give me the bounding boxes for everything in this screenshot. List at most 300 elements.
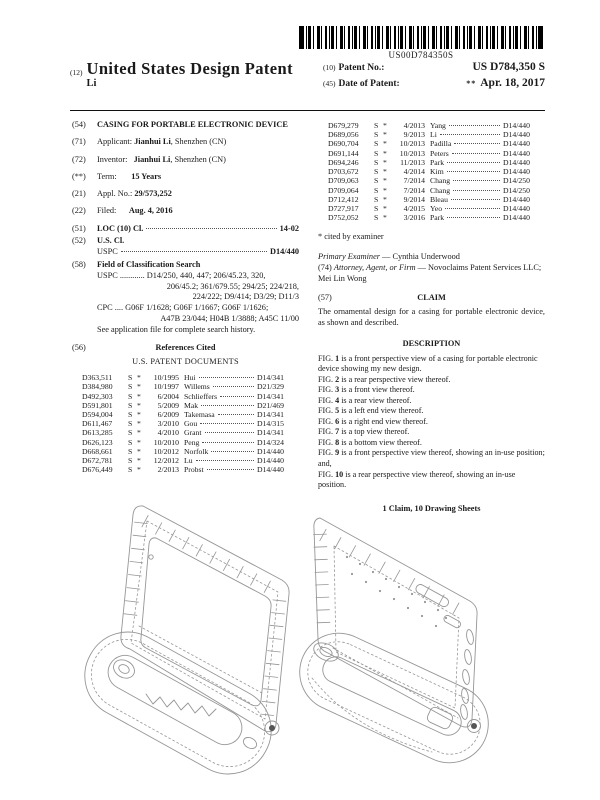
field-number: (72)	[72, 154, 86, 164]
ref-patent-number: D694,246	[328, 157, 359, 167]
ref-classification: D14/315	[257, 419, 284, 429]
ref-kind-code: S	[128, 437, 133, 447]
uspc-search-line: 206/45.2; 361/679.55; 294/25; 224/218,	[166, 281, 299, 291]
ref-kind-code: S	[374, 176, 379, 186]
fig-word: FIG.	[318, 374, 334, 384]
claim-text: The ornamental design for a casing for portable electronic device, as shown and described.	[318, 307, 545, 328]
ref-kind-code: S	[374, 139, 379, 149]
reference-row	[82, 410, 299, 419]
separator: —	[415, 263, 429, 273]
field-10-number: (10)	[323, 63, 336, 72]
description-heading-row	[318, 339, 545, 350]
ref-inventor-name: Mak	[184, 400, 199, 410]
fig-number: 10	[335, 469, 344, 479]
cpc-search-line: A47B 23/044; H04B 1/3888; A45C 11/00	[160, 313, 299, 323]
ref-classification: D14/440	[503, 194, 530, 204]
reference-row	[328, 158, 545, 167]
figure-description-line	[318, 438, 545, 449]
dot-leader	[454, 143, 500, 144]
fig-text: is a bottom view thereof.	[341, 437, 422, 447]
ref-patent-number: D591,801	[82, 400, 113, 410]
reference-row	[82, 465, 299, 474]
inventor-location: , Shenzhen (CN)	[170, 154, 226, 164]
ref-inventor-name: Schlieffers	[184, 391, 218, 401]
ref-kind-code: S	[128, 400, 133, 410]
fig-word: FIG.	[318, 416, 334, 426]
attorney-label: Attorney, Agent, or Firm	[333, 263, 416, 273]
ref-classification: D21/329	[257, 382, 284, 392]
ref-classification: D14/341	[257, 391, 284, 401]
reference-row	[82, 447, 299, 456]
ref-classification: D14/341	[257, 410, 284, 419]
fig-text: is a rear perspective view thereof, showing an in-use position.	[318, 469, 516, 490]
ref-date: 10/2012	[153, 446, 179, 456]
barcode	[299, 26, 543, 49]
ref-date: 12/2012	[153, 456, 179, 466]
top-band-tabs	[320, 529, 459, 614]
primary-examiner-label: Primary Examiner	[318, 252, 380, 262]
pivot-knob-center	[471, 723, 477, 729]
ref-examiner-star: *	[137, 400, 141, 410]
right-band-tabs	[261, 600, 286, 716]
fig-text: is a top view thereof.	[341, 427, 410, 437]
dot-leader	[199, 377, 254, 378]
ref-examiner-star: *	[137, 419, 141, 429]
ref-date: 10/1997	[153, 382, 179, 392]
ref-examiner-star: *	[137, 437, 141, 447]
vent-dots	[346, 556, 447, 627]
reference-row	[328, 176, 545, 185]
ref-classification: D14/440	[503, 148, 530, 158]
dot-leader	[218, 414, 254, 415]
ref-examiner-star: *	[137, 373, 141, 383]
ref-patent-number: D668,661	[82, 446, 113, 456]
figure-descriptions	[318, 354, 545, 491]
reference-row	[82, 373, 299, 382]
body-columns	[72, 120, 546, 514]
top-band-tabs	[142, 516, 270, 593]
ref-inventor-name: Willems	[184, 382, 210, 392]
field-of-search	[72, 260, 299, 335]
ref-kind-code: S	[374, 130, 379, 140]
ref-date: 7/2014	[403, 185, 425, 195]
shell-outline	[314, 518, 477, 727]
speaker-slot	[443, 614, 462, 629]
ref-kind-code: S	[374, 194, 379, 204]
ref-examiner-star: *	[383, 121, 387, 130]
field-number: (**)	[72, 171, 86, 181]
field-number: (58)	[72, 260, 86, 270]
ref-kind-code: S	[374, 121, 379, 130]
uspc-value: D14/440	[269, 247, 299, 257]
right-column	[318, 120, 545, 514]
figure-description-line	[318, 375, 545, 386]
screen-opening	[141, 538, 271, 706]
loc-value: 14-02	[279, 223, 299, 233]
fig-text: is a front perspective view of a casing for portable electronic device showing my new design.	[318, 353, 538, 374]
ref-date: 7/2014	[403, 176, 425, 186]
patent-no-label: Patent No.:	[338, 63, 385, 73]
figure-description-line	[318, 385, 545, 396]
ref-date: 2/2013	[157, 465, 179, 475]
ref-date: 3/2016	[403, 213, 425, 223]
ref-examiner-star: *	[383, 130, 387, 140]
ref-examiner-star: *	[137, 410, 141, 419]
dot-leader	[207, 469, 254, 470]
dot-leader	[205, 432, 254, 433]
fig-number: 2	[335, 374, 340, 384]
ref-date: 10/2013	[399, 148, 425, 158]
ref-classification: D14/440	[503, 167, 530, 177]
ref-kind-code: S	[128, 410, 133, 419]
date-of-patent-label: Date of Patent:	[338, 78, 400, 89]
ref-kind-code: S	[128, 446, 133, 456]
ref-examiner-star: *	[383, 204, 387, 214]
header-right	[323, 60, 545, 91]
loc-label: LOC (10) Cl.	[97, 223, 144, 233]
ref-classification: D14/440	[257, 446, 284, 456]
fig-text: is a rear perspective view thereof.	[341, 374, 451, 384]
filed-field	[72, 206, 299, 217]
reference-row	[328, 149, 545, 158]
uspc-label: USPC	[97, 247, 118, 257]
reference-row	[328, 186, 545, 195]
reference-row	[328, 213, 545, 222]
field-number: (57)	[318, 292, 332, 302]
field-number: (54)	[72, 120, 86, 129]
patent-figures-svg	[0, 500, 600, 800]
ref-examiner-star: *	[383, 157, 387, 167]
fig-number: 1	[335, 353, 340, 363]
filed-date: Aug. 4, 2016	[128, 206, 173, 216]
ref-classification: D14/440	[503, 157, 530, 167]
dot-leader	[440, 134, 500, 135]
ref-date: 10/2010	[153, 437, 179, 447]
us-cl-label: U.S. Cl.	[97, 236, 125, 246]
dot-leader	[200, 423, 254, 424]
barcode-number: US00D784350S	[388, 50, 454, 60]
dot-leader	[451, 199, 500, 200]
side-button	[149, 555, 153, 559]
ref-inventor-name: Gou	[184, 419, 198, 429]
ref-date: 11/2013	[400, 157, 425, 167]
ref-patent-number: D690,704	[328, 139, 359, 149]
ref-kind-code: S	[374, 157, 379, 167]
fig-number: 7	[335, 427, 340, 437]
dot-leader	[453, 180, 500, 181]
fig-word: FIG.	[318, 385, 334, 395]
kind-code-number: (12)	[70, 68, 83, 77]
claim-heading-row	[318, 293, 545, 304]
field-number: (22)	[72, 206, 86, 216]
invention-title: CASING FOR PORTABLE ELECTRONIC DEVICE	[97, 120, 288, 129]
dot-leader	[202, 442, 254, 443]
ref-classification: D14/440	[257, 456, 284, 466]
ref-kind-code: S	[128, 391, 133, 401]
ref-inventor-name: Chang	[430, 185, 451, 195]
reference-row	[328, 204, 545, 213]
dot-leader	[452, 153, 500, 154]
fig-text: is a rear view thereof.	[341, 395, 412, 405]
ref-patent-number: D363,511	[82, 373, 113, 383]
patent-date: Apr. 18, 2017	[480, 76, 545, 89]
uspc-search-line: 224/222; D9/414; D3/29; D11/3	[192, 292, 299, 302]
reference-row	[82, 392, 299, 401]
applicant-location: , Shenzhen (CN)	[170, 137, 227, 147]
dot-leader	[453, 190, 500, 191]
field-number: (52)	[72, 236, 86, 246]
reference-row	[82, 428, 299, 437]
dot-leader	[213, 386, 254, 387]
figure-description-line	[318, 448, 545, 469]
ref-inventor-name: Padilla	[430, 139, 452, 149]
ref-date: 4/2015	[403, 204, 425, 214]
ref-inventor-name: Norfolk	[184, 446, 209, 456]
ref-patent-number: D594,004	[82, 410, 113, 419]
cpc-search-line: CPC .... G06F 1/1628; G06F 1/1667; G06F 1/1626;	[97, 303, 269, 313]
us-patent-documents-heading: U.S. PATENT DOCUMENTS	[132, 357, 239, 367]
ref-patent-number: D709,063	[328, 176, 359, 186]
ref-classification: D21/469	[257, 400, 284, 410]
ref-examiner-star: *	[137, 391, 141, 401]
ref-inventor-name: Kim	[430, 167, 444, 177]
ref-date: 6/2009	[157, 410, 179, 419]
header-left	[70, 60, 293, 91]
figure-description-line	[318, 427, 545, 438]
ref-inventor-name: Chang	[430, 176, 451, 186]
ref-inventor-name: Hui	[184, 373, 196, 383]
applicant-field	[72, 137, 299, 148]
ref-kind-code: S	[128, 419, 133, 429]
ref-date: 6/2004	[157, 391, 179, 401]
fig-text: is a front view thereof.	[341, 385, 415, 395]
grommet-hole	[110, 656, 137, 682]
us-class-field	[72, 236, 299, 258]
fig-text: is a front perspective view thereof, showing an in-use position; and,	[318, 448, 545, 468]
claims-sheets-note: 1 Claim, 10 Drawing Sheets	[382, 503, 481, 513]
fig-text: is a right end view thereof.	[341, 416, 428, 426]
appl-no-value: 29/573,252	[134, 189, 172, 199]
pivot-knob-center	[269, 725, 275, 731]
references-cited-heading: References Cited	[155, 342, 216, 352]
ref-kind-code: S	[128, 428, 133, 438]
field-number: (21)	[72, 189, 86, 199]
ref-kind-code: S	[128, 373, 133, 383]
fig-word: FIG.	[318, 437, 334, 447]
fig-text: is a left end view thereof.	[341, 406, 424, 416]
ref-date: 4/2014	[403, 167, 425, 177]
inventor-name: Jianhui Li	[133, 154, 171, 164]
ref-patent-number: D384,980	[82, 382, 113, 392]
references-list-left	[72, 373, 299, 475]
figure-rear-perspective	[287, 518, 501, 776]
fig-word: FIG.	[318, 353, 334, 363]
ref-classification: D14/341	[257, 373, 284, 383]
ref-date: 10/1995	[153, 373, 179, 383]
fig-word: FIG.	[318, 469, 334, 479]
ref-kind-code: S	[374, 167, 379, 177]
fig-number: 6	[335, 416, 340, 426]
dot-leader	[201, 405, 254, 406]
fig-word: FIG.	[318, 395, 334, 405]
ref-patent-number: D613,285	[82, 428, 113, 438]
ref-inventor-name: Yang	[430, 121, 446, 130]
fig-word: FIG.	[318, 406, 334, 416]
dot-leader	[211, 451, 254, 452]
figure-description-line	[318, 354, 545, 375]
fig-word: FIG.	[318, 448, 334, 458]
dot-leader	[146, 228, 276, 229]
left-column	[72, 120, 299, 514]
ref-date: 4/2010	[157, 428, 179, 438]
ref-kind-code: S	[128, 456, 133, 466]
drawing-sheet	[0, 500, 600, 800]
claim-heading: CLAIM	[417, 292, 446, 302]
dot-leader	[447, 162, 500, 163]
filed-label: Filed:	[97, 206, 117, 216]
dot-leader	[196, 460, 254, 461]
ref-examiner-star: *	[137, 456, 141, 466]
description-heading: DESCRIPTION	[402, 339, 461, 349]
ref-inventor-name: Park	[430, 213, 445, 223]
ref-classification: D14/440	[503, 130, 530, 140]
ref-classification: D14/440	[503, 139, 530, 149]
field-number: (56)	[72, 342, 86, 352]
figure-description-line	[318, 406, 545, 417]
reference-row	[328, 195, 545, 204]
ref-patent-number: D712,412	[328, 194, 359, 204]
ref-examiner-star: *	[383, 139, 387, 149]
references-list-right	[318, 121, 545, 223]
reference-row	[328, 139, 545, 148]
inventor-label: Inventor:	[97, 154, 128, 164]
figure-front-perspective	[70, 506, 289, 789]
ref-kind-code: S	[374, 185, 379, 195]
primary-examiner-name: Cynthia Underwood	[392, 252, 460, 262]
field-number: (74)	[318, 263, 332, 273]
ref-examiner-star: *	[137, 382, 141, 392]
ref-date: 10/2013	[399, 139, 425, 149]
ref-inventor-name: Yeo	[430, 204, 443, 214]
term-label: Term:	[97, 171, 117, 181]
field-of-search-label: Field of Classification Search	[97, 260, 201, 270]
attorney-name: Novoclaims Patent Services LLC; Mei Lin Wong	[318, 263, 542, 283]
foot-hole	[241, 735, 258, 751]
barcode-block	[299, 26, 543, 60]
header-rule	[70, 110, 545, 111]
ref-examiner-star: *	[383, 213, 387, 223]
fig-number: 8	[335, 437, 340, 447]
references-heading-row	[72, 343, 299, 354]
ref-inventor-name: Bleau	[430, 194, 448, 204]
ref-classification: D14/250	[503, 176, 530, 186]
field-number: (71)	[72, 137, 86, 147]
ref-date: 9/2013	[403, 130, 425, 140]
reference-row	[82, 401, 299, 410]
fig-number: 3	[335, 385, 340, 395]
applicant-name: Jianhui Li	[134, 137, 171, 147]
appl-no-field	[72, 189, 299, 200]
ref-examiner-star: *	[383, 176, 387, 186]
search-history-note: See application file for complete search history.	[97, 324, 256, 334]
ref-patent-number: D611,467	[82, 419, 113, 429]
title-field	[72, 120, 299, 131]
ref-patent-number: D703,672	[328, 167, 359, 177]
ref-patent-number: D679,279	[328, 121, 359, 130]
ref-kind-code: S	[128, 465, 133, 475]
ref-kind-code: S	[374, 148, 379, 158]
ref-classification: D14/324	[257, 437, 284, 447]
ref-examiner-star: *	[137, 465, 141, 475]
fig-number: 4	[335, 395, 340, 405]
handle-slot	[319, 653, 466, 740]
frame-outline	[121, 506, 289, 732]
ref-inventor-name: Grant	[184, 428, 202, 438]
ref-examiner-star: *	[137, 428, 141, 438]
applicant-label: Applicant:	[97, 137, 133, 147]
ref-patent-number: D727,917	[328, 204, 359, 214]
ref-patent-number: D492,303	[82, 391, 113, 401]
seam-line	[139, 626, 262, 693]
fig-word: FIG.	[318, 427, 334, 437]
fig-number: 5	[335, 406, 340, 416]
ref-date: 4/2013	[403, 121, 425, 130]
inventor-field	[72, 155, 299, 166]
stitch-line	[131, 521, 278, 719]
ref-inventor-name: Li	[430, 130, 437, 140]
ref-date: 3/2010	[157, 419, 179, 429]
ref-examiner-star: *	[383, 148, 387, 158]
appl-no-label: Appl. No.:	[97, 189, 133, 199]
ref-examiner-star: *	[137, 446, 141, 456]
dot-leader	[449, 125, 500, 126]
ref-patent-number: D689,056	[328, 130, 359, 140]
reference-row	[82, 438, 299, 447]
ref-date: 9/2014	[403, 194, 425, 204]
ref-classification: D14/250	[503, 185, 530, 195]
figure-description-line	[318, 417, 545, 428]
dot-leader	[121, 251, 267, 252]
ref-patent-number: D709,064	[328, 185, 359, 195]
stand-base	[70, 617, 287, 789]
ref-patent-number: D676,449	[82, 465, 113, 475]
ref-inventor-name: Peters	[430, 148, 449, 158]
dot-leader	[220, 396, 254, 397]
ref-classification: D14/440	[257, 465, 284, 475]
cited-by-examiner-note: * cited by examiner	[318, 231, 384, 241]
ref-inventor-name: Park	[430, 157, 445, 167]
dot-leader	[445, 208, 500, 209]
ref-classification: D14/440	[503, 204, 530, 214]
ref-kind-code: S	[128, 382, 133, 392]
ref-inventor-name: Peng	[184, 437, 200, 447]
uspc-search-line: USPC ............ D14/250, 440, 447; 206/45.23, 320,	[97, 270, 266, 280]
ref-inventor-name: Probst	[184, 465, 204, 475]
reference-row	[82, 382, 299, 391]
grommet-hole-inner	[117, 663, 130, 675]
term-extension-stars: **	[466, 78, 477, 88]
fig-number: 9	[335, 448, 340, 458]
ref-examiner-star: *	[383, 185, 387, 195]
ref-patent-number: D672,781	[82, 456, 113, 466]
examiner-block	[318, 252, 545, 284]
field-number: (51)	[72, 223, 86, 233]
stand-stitch	[298, 632, 490, 764]
reference-row	[82, 419, 299, 428]
term-field	[72, 172, 299, 183]
separator: —	[379, 252, 393, 262]
dot-leader	[447, 217, 500, 218]
